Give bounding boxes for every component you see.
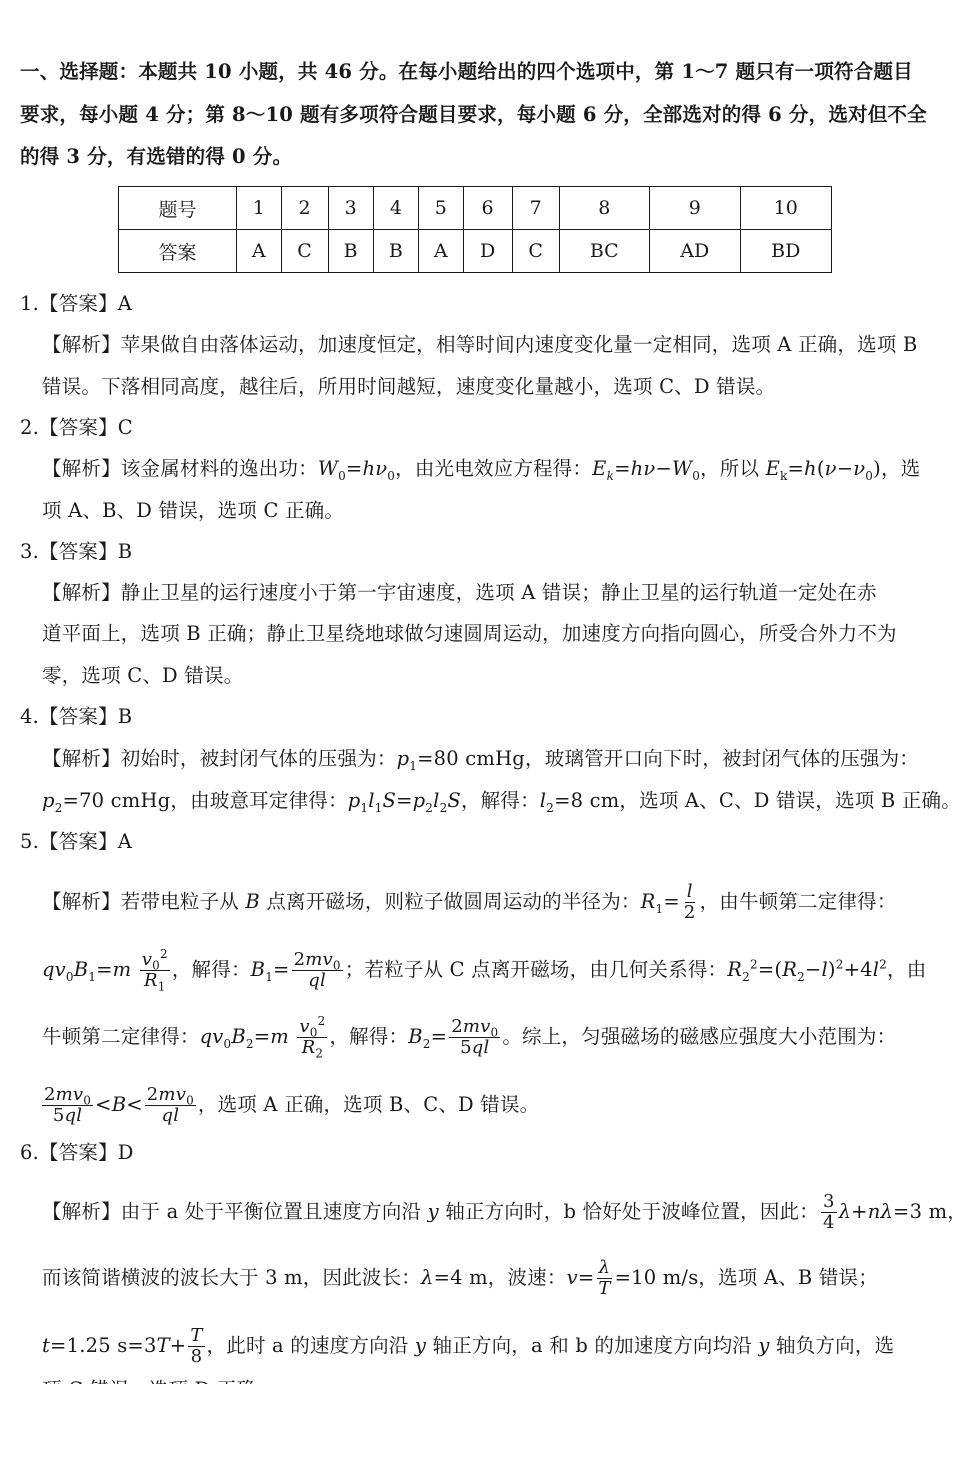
- fraction-3-over-4: $\frac{3}{4}$: [822, 1191, 835, 1233]
- table-row-answers: [119, 230, 832, 273]
- section-header-line-3: 的得 3 分，有选错的得 0 分。: [20, 145, 293, 168]
- question-number-cell: 1: [236, 187, 281, 230]
- answer-cell: C: [512, 230, 559, 273]
- q3-explanation-line-3: 零，选项 C、D 错误。: [42, 664, 244, 687]
- q1-explanation-line-1: 【解析】苹果做自由落体运动，加速度恒定，相等时间内速度变化量一定相同，选项 A 正确，选项 B: [42, 333, 918, 356]
- q4-explanation-line-1: 【解析】初始时，被封闭气体的压强为：$p_1=80$ cmHg，玻璃管开口向下时，被封闭气体的压强为：: [42, 747, 919, 773]
- table-row-numbers: [119, 187, 832, 230]
- question-number-cell: 9: [649, 187, 740, 230]
- q6-explanation-line-1: 【解析】由于 a 处于平衡位置且速度方向沿 y 轴正方向时，b 恰好处于波峰位置，因此： $\frac{3}{4}$ λ+nλ=3 m，: [42, 1191, 967, 1233]
- answer-cell: BC: [559, 230, 649, 273]
- fraction-lambda-over-t: $\frac{\lambda}{T}$: [598, 1257, 611, 1299]
- q6-answer: 6.【答案】D: [20, 1141, 134, 1164]
- q6-explanation-line-3: t=1.25 s=3T+ $\frac{T}{8}$ ，此时 a 的速度方向沿 y 轴正方向，a 和 b 的加速度方向均沿 y 轴负方向，选: [42, 1325, 895, 1367]
- question-number-cell: 6: [463, 187, 512, 230]
- q5-explanation-line-1: 【解析】若带电粒子从 B 点离开磁场，则粒子做圆周运动的半径为：$R_1=$ $\frac{l}{2}$ ，由牛顿第二定律得：: [42, 881, 897, 923]
- fraction-2mv0-over-ql: $\frac{2mv_0}{ql}$: [146, 1084, 194, 1126]
- answer-table: [118, 186, 832, 273]
- question-number-cell: 7: [512, 187, 559, 230]
- q2-explanation-line-1: 【解析】该金属材料的逸出功：$W_0=h\nu_0$，由光电效应方程得：$E_k=h\nu-W_0$，所以 $E_k=h(\nu-\nu_0)$，选: [42, 457, 921, 483]
- q3-answer: 3.【答案】B: [20, 540, 133, 563]
- fraction-l-over-2: $\frac{l}{2}$: [683, 881, 696, 923]
- q1-explanation-line-2: 错误。下落相同高度，越往后，所用时间越短，速度变化量越小，选项 C、D 错误。: [42, 375, 776, 398]
- question-number-cell: 4: [373, 187, 418, 230]
- fraction-v0sq-over-r1: $\frac{v_0^2}{R_1}$: [141, 947, 168, 994]
- answer-cell: A: [419, 230, 464, 273]
- answer-cell: B: [373, 230, 418, 273]
- question-number-cell: 8: [559, 187, 649, 230]
- q5-answer: 5.【答案】A: [20, 830, 133, 853]
- answer-cell: BD: [740, 230, 831, 273]
- answer-cell: AD: [649, 230, 740, 273]
- fraction-2mv0-over-5ql: $\frac{2mv_0}{5ql}$: [451, 1016, 499, 1058]
- question-number-cell: 2: [281, 187, 328, 230]
- q4-answer: 4.【答案】B: [20, 705, 133, 728]
- q3-explanation-line-2: 道平面上，选项 B 正确；静止卫星绕地球做匀速圆周运动，加速度方向指向圆心，所受合外力不为: [42, 622, 897, 645]
- q5-explanation-line-4: $\frac{2mv_0}{5ql}$ <B< $\frac{2mv_0}{ql}$ ，选项 A 正确，选项 B、C、D 错误。: [44, 1084, 540, 1126]
- q3-explanation-line-1: 【解析】静止卫星的运行速度小于第一宇宙速度，选项 A 错误；静止卫星的运行轨道一定处在赤: [42, 581, 877, 604]
- q2-answer: 2.【答案】C: [20, 416, 133, 439]
- section-header-line-2: 要求，每小题 4 分；第 8～10 题有多项符合题目要求，每小题 6 分，全部选对的得 6 分，选对但不全: [20, 103, 927, 126]
- fraction-v0sq-over-r2: $\frac{v_0^2}{R_2}$: [299, 1014, 326, 1061]
- question-number-cell: 10: [740, 187, 831, 230]
- answer-cell: C: [281, 230, 328, 273]
- answer-cell: B: [328, 230, 373, 273]
- answer-cell: A: [236, 230, 281, 273]
- question-number-cell: 5: [419, 187, 464, 230]
- question-number-cell: 3: [328, 187, 373, 230]
- fraction-2mv0-over-ql: $\frac{2mv_0}{ql}$: [293, 949, 341, 991]
- q4-explanation-line-2: $p_2=70$ cmHg，由玻意耳定律得：$p_1l_1S=p_2l_2S$，解得：$l_2=8$ cm，选项 A、C、D 错误，选项 B 正确。: [42, 789, 961, 815]
- page-crop-edge: [0, 1384, 950, 1464]
- fraction-2mv0-over-5ql: $\frac{2mv_0}{5ql}$: [44, 1084, 92, 1126]
- q6-explanation-line-2: 而该简谐横波的波长大于 3 m，因此波长：λ=4 m，波速：v= $\frac{\lambda}{T}$ =10 m/s，选项 A、B 错误；: [42, 1257, 878, 1299]
- q5-explanation-line-2: $qv_0B_1=m$ $\frac{v_0^2}{R_1}$ ，解得：$B_1=$ $\frac{2mv_0}{ql}$ ；若粒子从 C 点离开磁场，由几何关系得：$R_2^2=(R_2-l)^2+4l^2$，由: [42, 947, 927, 994]
- q2-explanation-line-2: 项 A、B、D 错误，选项 C 正确。: [42, 499, 345, 522]
- table-header-cell: 答案: [119, 230, 237, 273]
- table-header-cell: 题号: [119, 187, 237, 230]
- fraction-t-over-8: $\frac{T}{8}$: [190, 1325, 203, 1367]
- section-header-line-1: 一、选择题：本题共 10 小题，共 46 分。在每小题给出的四个选项中，第 1～7 题只有一项符合题目: [20, 60, 913, 83]
- answer-cell: D: [463, 230, 512, 273]
- q5-explanation-line-3: 牛顿第二定律得：$qv_0B_2=m$ $\frac{v_0^2}{R_2}$ ，解得：$B_2=$ $\frac{2mv_0}{5ql}$ 。综上，匀强磁场的磁感应强度大小范围为：: [42, 1014, 897, 1061]
- q1-answer: 1.【答案】A: [20, 292, 133, 315]
